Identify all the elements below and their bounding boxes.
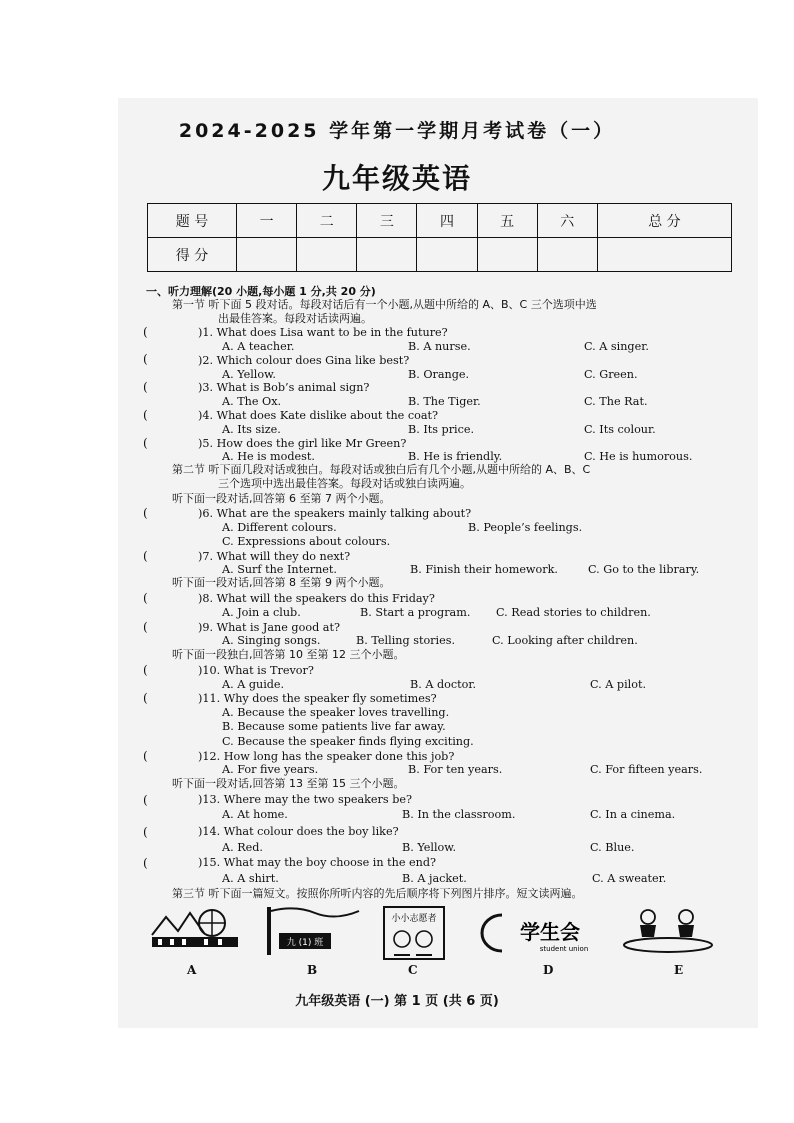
sec1-instruction: 第一节 听下面 5 段对话。每段对话后有一个小题,从题中所给的 A、B、C 三个选项中选 <box>172 298 597 311</box>
question-stem: )6. What are the speakers mainly talking about? <box>198 507 472 520</box>
option-c: C. For fifteen years. <box>590 763 703 776</box>
score-header-row <box>148 204 732 238</box>
score-blank <box>537 238 597 272</box>
option-a: A. Red. <box>222 841 263 854</box>
amusement-park-icon <box>148 905 243 957</box>
answer-paren[interactable]: ( <box>143 549 148 563</box>
score-blank <box>417 238 477 272</box>
logo-text: 学生会 <box>520 920 580 944</box>
question-stem: )1. What does Lisa want to be in the future? <box>198 326 448 339</box>
option-b: B. People’s feelings. <box>468 521 583 534</box>
answer-paren[interactable]: ( <box>143 408 148 422</box>
option-b: B. Finish their homework. <box>410 563 558 576</box>
option-b: B. Its price. <box>408 423 475 436</box>
poster-text: 小小志愿者 <box>391 914 437 924</box>
sec2-instruction-cont: 三个选项中选出最佳答案。每段对话或独白读两遍。 <box>218 477 471 490</box>
question-stem: )10. What is Trevor? <box>198 664 314 677</box>
score-cell: 五 <box>477 204 537 238</box>
score-cell: 总 分 <box>597 204 731 238</box>
answer-paren[interactable]: ( <box>143 825 148 839</box>
exam-subtitle: 九年级英语 <box>321 162 472 195</box>
option-a: A. Yellow. <box>222 368 276 381</box>
option-a: A. Different colours. <box>222 521 337 534</box>
answer-paren[interactable]: ( <box>143 793 148 807</box>
option-b: B. For ten years. <box>408 763 503 776</box>
question-stem: )3. What is Bob’s animal sign? <box>198 381 370 394</box>
question-stem: )7. What will they do next? <box>198 550 351 563</box>
score-cell: 六 <box>537 204 597 238</box>
option-c: C. Blue. <box>590 841 635 854</box>
picture-label: B <box>307 963 318 977</box>
option-c: C. Looking after children. <box>492 634 638 647</box>
option-c: C. Because the speaker finds flying exciting. <box>222 735 474 748</box>
answer-paren[interactable]: ( <box>143 691 148 705</box>
students-at-table-icon <box>620 905 720 961</box>
option-a: A. He is modest. <box>222 450 315 463</box>
option-c: C. Expressions about colours. <box>222 535 391 548</box>
answer-paren[interactable]: ( <box>143 380 148 394</box>
logo-subtext: student union <box>539 945 589 953</box>
option-b: B. Orange. <box>408 368 470 381</box>
instruction-10-12: 听下面一段独白,回答第 10 至第 12 三个小题。 <box>172 648 405 661</box>
part1-heading: 一、听力理解(20 小题,每小题 1 分,共 20 分) <box>146 285 376 298</box>
option-a: A. A shirt. <box>222 872 279 885</box>
option-b: B. In the classroom. <box>402 808 516 821</box>
sec2-instruction: 第二节 听下面几段对话或独白。每段对话或独白后有几个小题,从题中所给的 A、B、C <box>172 463 591 476</box>
answer-paren[interactable]: ( <box>143 663 148 677</box>
score-cell: 二 <box>297 204 357 238</box>
question-stem: )11. Why does the speaker fly sometimes? <box>198 692 437 705</box>
option-b: B. Start a program. <box>360 606 471 619</box>
option-b: B. Telling stories. <box>356 634 456 647</box>
instruction-13-15: 听下面一段对话,回答第 13 至第 15 三个小题。 <box>172 777 405 790</box>
class-banner-icon <box>265 905 365 961</box>
answer-paren[interactable]: ( <box>143 620 148 634</box>
question-stem: )14. What colour does the boy like? <box>198 825 399 838</box>
option-a: A. At home. <box>222 808 288 821</box>
option-b: B. Because some patients live far away. <box>222 720 446 733</box>
score-blank <box>357 238 417 272</box>
option-c: C. Read stories to children. <box>496 606 651 619</box>
question-stem: )5. How does the girl like Mr Green? <box>198 437 407 450</box>
question-stem: )8. What will the speakers do this Friday? <box>198 592 435 605</box>
option-c: C. Its colour. <box>584 423 656 436</box>
score-cell: 四 <box>417 204 477 238</box>
option-c: C. He is humorous. <box>584 450 693 463</box>
banner-text: 九 (1) 班 <box>286 938 324 948</box>
question-stem: )13. Where may the two speakers be? <box>198 793 412 806</box>
question-stem: )2. Which colour does Gina like best? <box>198 354 410 367</box>
sec3-instruction: 第三节 听下面一篇短文。按照你所听内容的先后顺序将下列图片排序。短文读两遍。 <box>172 887 583 900</box>
option-c: C. Green. <box>584 368 638 381</box>
answer-paren[interactable]: ( <box>143 352 148 366</box>
option-c: C. A pilot. <box>590 678 647 691</box>
answer-paren[interactable]: ( <box>143 591 148 605</box>
option-c: C. A sweater. <box>592 872 667 885</box>
score-blank <box>237 238 297 272</box>
answer-paren[interactable]: ( <box>143 436 148 450</box>
option-a: A. Because the speaker loves travelling. <box>222 706 450 719</box>
score-blank <box>297 238 357 272</box>
option-a: A. A guide. <box>222 678 285 691</box>
option-b: B. A nurse. <box>408 340 471 353</box>
option-b: B. A jacket. <box>402 872 467 885</box>
question-stem: )9. What is Jane good at? <box>198 621 340 634</box>
answer-paren[interactable]: ( <box>143 749 148 763</box>
option-b: B. The Tiger. <box>408 395 481 408</box>
score-table <box>147 203 732 272</box>
score-blank <box>477 238 537 272</box>
instruction-8-9: 听下面一段对话,回答第 8 至第 9 两个小题。 <box>172 576 391 589</box>
option-a: A. A teacher. <box>222 340 295 353</box>
score-cell: 题 号 <box>148 204 237 238</box>
score-row-label: 得 分 <box>148 238 237 272</box>
answer-paren[interactable]: ( <box>143 506 148 520</box>
picture-label: E <box>674 963 684 977</box>
exam-title: 2024-2025 学年第一学期月考试卷（一） <box>178 120 616 142</box>
score-blank <box>597 238 731 272</box>
option-a: A. Its size. <box>222 423 281 436</box>
option-c: C. A singer. <box>584 340 649 353</box>
option-c: C. Go to the library. <box>588 563 700 576</box>
sec1-instruction-cont: 出最佳答案。每段对话读两遍。 <box>218 312 372 325</box>
answer-paren[interactable]: ( <box>143 325 148 339</box>
picture-label: D <box>543 963 554 977</box>
picture-label: C <box>408 963 418 977</box>
option-a: A. Surf the Internet. <box>222 563 337 576</box>
instruction-6-7: 听下面一段对话,回答第 6 至第 7 两个小题。 <box>172 492 391 505</box>
option-a: A. For five years. <box>222 763 319 776</box>
option-a: A. The Ox. <box>222 395 282 408</box>
score-cell: 三 <box>357 204 417 238</box>
question-stem: )15. What may the boy choose in the end? <box>198 856 437 869</box>
option-b: B. He is friendly. <box>408 450 503 463</box>
poster-children-icon <box>380 905 450 965</box>
option-b: B. A doctor. <box>410 678 477 691</box>
question-stem: )12. How long has the speaker done this job? <box>198 750 455 763</box>
page-footer: 九年级英语 (一) 第 1 页 (共 6 页) <box>295 994 499 1009</box>
picture-label: A <box>187 963 197 977</box>
score-value-row <box>148 238 732 272</box>
option-c: C. The Rat. <box>584 395 648 408</box>
option-b: B. Yellow. <box>402 841 457 854</box>
option-a: A. Singing songs. <box>222 634 321 647</box>
option-c: C. In a cinema. <box>590 808 676 821</box>
option-a: A. Join a club. <box>222 606 301 619</box>
student-union-logo-icon <box>480 911 600 959</box>
answer-paren[interactable]: ( <box>143 856 148 870</box>
picture-row <box>0 905 794 985</box>
question-stem: )4. What does Kate dislike about the coat? <box>198 409 438 422</box>
score-cell: 一 <box>237 204 297 238</box>
